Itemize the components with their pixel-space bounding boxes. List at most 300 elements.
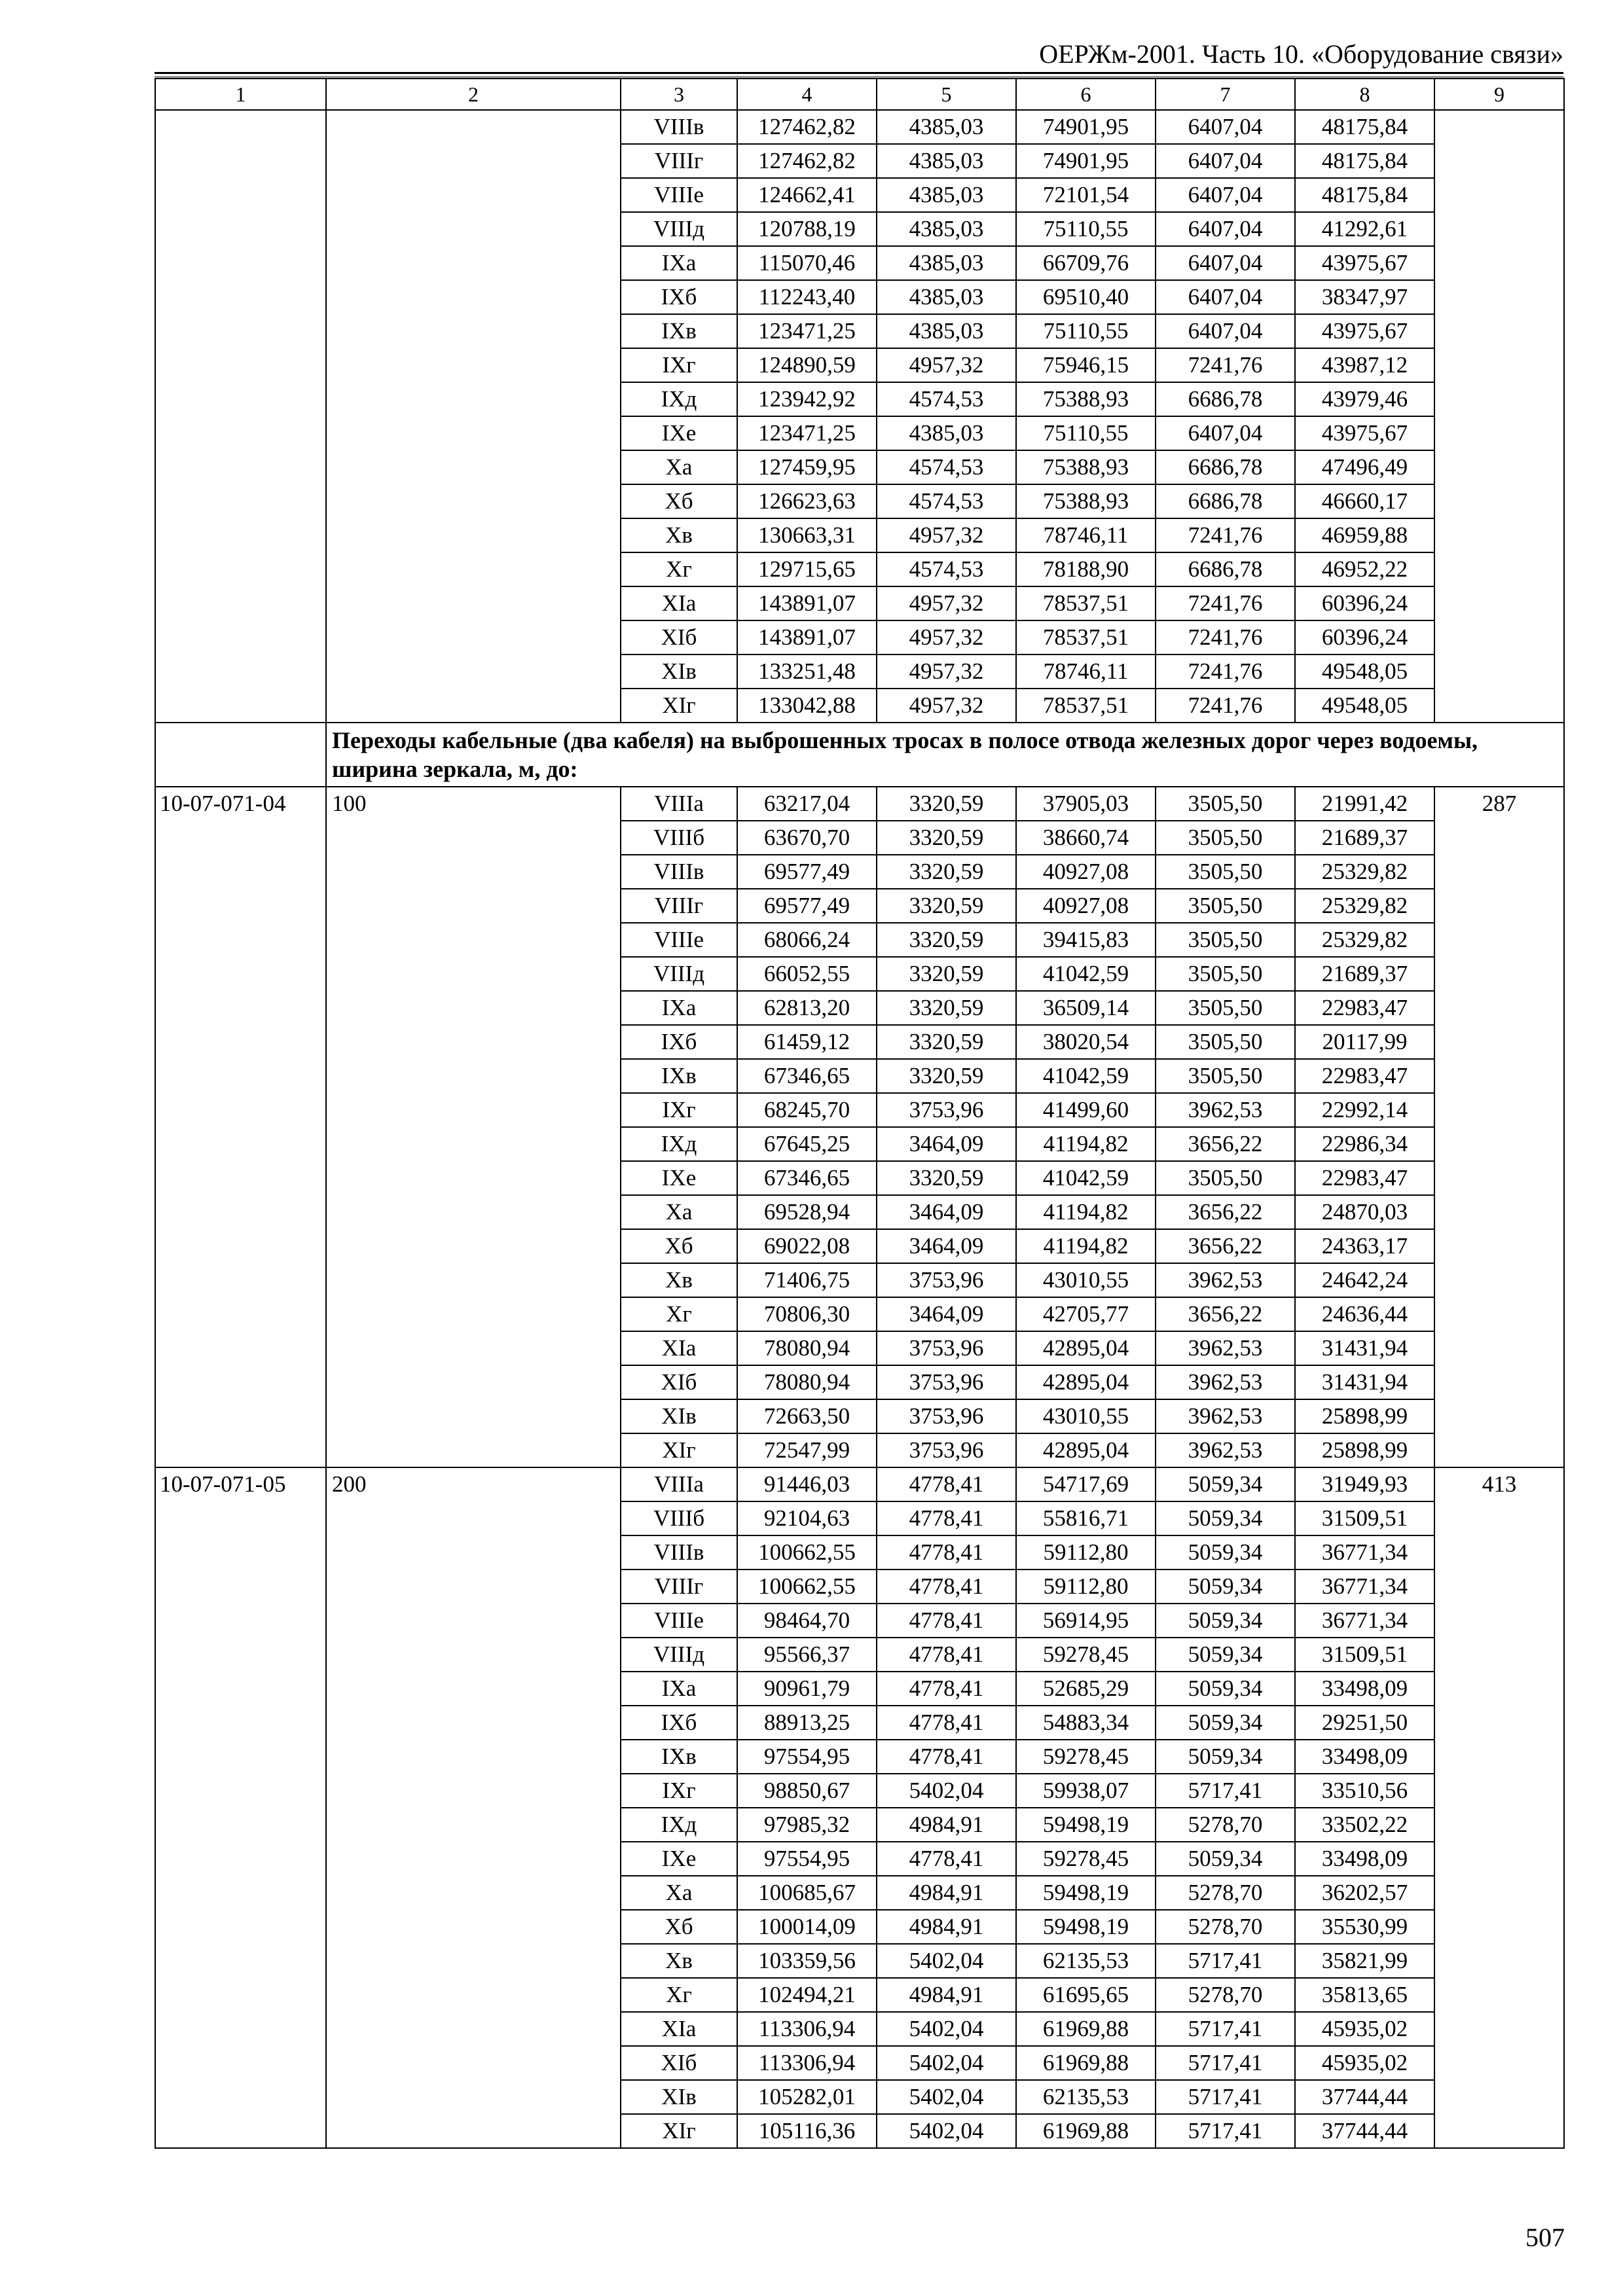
direct-costs-cell: 100014,09 — [737, 1910, 877, 1944]
materials-cell: 43975,67 — [1295, 314, 1434, 348]
machine-costs-cell: 74901,95 — [1016, 144, 1156, 178]
wages-cell: 3320,59 — [877, 1059, 1016, 1093]
materials-cell: 43979,46 — [1295, 382, 1434, 416]
materials-cell: 49548,05 — [1295, 655, 1434, 689]
crane-category-cell: VIIIв — [621, 855, 737, 889]
machine-costs-cell: 74901,95 — [1016, 110, 1156, 144]
wages-cell: 3753,96 — [877, 1263, 1016, 1297]
crane-category-cell: IXа — [621, 1672, 737, 1706]
direct-costs-cell: 88913,25 — [737, 1706, 877, 1740]
machinist-wages-cell: 5717,41 — [1156, 2114, 1295, 2148]
machine-costs-cell: 75946,15 — [1016, 348, 1156, 382]
crane-category-cell: VIIIа — [621, 1467, 737, 1501]
direct-costs-cell: 72547,99 — [737, 1433, 877, 1467]
direct-costs-cell: 143891,07 — [737, 620, 877, 655]
direct-costs-cell: 129715,65 — [737, 552, 877, 586]
column-number: 3 — [621, 79, 737, 110]
machinist-wages-cell: 3505,50 — [1156, 1161, 1295, 1195]
crane-category-cell: XIб — [621, 1365, 737, 1399]
crane-category-cell: VIIIг — [621, 144, 737, 178]
direct-costs-cell: 124890,59 — [737, 348, 877, 382]
crane-category-cell: Xг — [621, 1297, 737, 1331]
machinist-wages-cell: 7241,76 — [1156, 518, 1295, 552]
crane-category-cell: Xг — [621, 552, 737, 586]
wages-cell: 3320,59 — [877, 1161, 1016, 1195]
crane-category-cell: IXд — [621, 1808, 737, 1842]
direct-costs-cell: 100685,67 — [737, 1876, 877, 1910]
machine-costs-cell: 55816,71 — [1016, 1501, 1156, 1535]
crane-category-cell: XIг — [621, 689, 737, 723]
direct-costs-cell: 66052,55 — [737, 957, 877, 991]
direct-costs-cell: 127462,82 — [737, 110, 877, 144]
rate-code: 10-07-071-05 — [155, 1467, 326, 2148]
table-row — [155, 1467, 1564, 1501]
machinist-wages-cell: 6407,04 — [1156, 212, 1295, 246]
crane-category-cell: VIIIв — [621, 1535, 737, 1570]
machine-costs-cell: 78746,11 — [1016, 655, 1156, 689]
direct-costs-cell: 103359,56 — [737, 1944, 877, 1978]
crane-category-cell: VIIIг — [621, 1570, 737, 1604]
machinist-wages-cell: 5059,34 — [1156, 1740, 1295, 1774]
wages-cell: 4778,41 — [877, 1672, 1016, 1706]
wages-cell: 4385,03 — [877, 212, 1016, 246]
wages-cell: 4574,53 — [877, 484, 1016, 518]
crane-category-cell: VIIIб — [621, 821, 737, 855]
machinist-wages-cell: 7241,76 — [1156, 348, 1295, 382]
machine-costs-cell: 75110,55 — [1016, 314, 1156, 348]
direct-costs-cell: 100662,55 — [737, 1535, 877, 1570]
machine-costs-cell: 41499,60 — [1016, 1093, 1156, 1127]
wages-cell: 4778,41 — [877, 1706, 1016, 1740]
machinist-wages-cell: 6407,04 — [1156, 144, 1295, 178]
materials-cell: 33498,09 — [1295, 1842, 1434, 1876]
materials-cell: 21689,37 — [1295, 957, 1434, 991]
direct-costs-cell: 115070,46 — [737, 246, 877, 280]
wages-cell: 4778,41 — [877, 1740, 1016, 1774]
materials-cell: 60396,24 — [1295, 620, 1434, 655]
direct-costs-cell: 61459,12 — [737, 1025, 877, 1059]
materials-cell: 24636,44 — [1295, 1297, 1434, 1331]
machinist-wages-cell: 5059,34 — [1156, 1467, 1295, 1501]
wages-cell: 4385,03 — [877, 110, 1016, 144]
materials-cell: 60396,24 — [1295, 586, 1434, 620]
materials-cell: 49548,05 — [1295, 689, 1434, 723]
machine-costs-cell: 78746,11 — [1016, 518, 1156, 552]
wages-cell: 4778,41 — [877, 1570, 1016, 1604]
crane-category-cell: XIв — [621, 2080, 737, 2114]
wages-cell: 5402,04 — [877, 1774, 1016, 1808]
direct-costs-cell: 130663,31 — [737, 518, 877, 552]
wages-cell: 3320,59 — [877, 991, 1016, 1025]
wages-cell: 4957,32 — [877, 620, 1016, 655]
wages-cell: 3320,59 — [877, 1025, 1016, 1059]
crane-category-cell: IXа — [621, 991, 737, 1025]
machine-costs-cell: 43010,55 — [1016, 1399, 1156, 1433]
machinist-wages-cell: 3962,53 — [1156, 1399, 1295, 1433]
machinist-wages-cell: 7241,76 — [1156, 586, 1295, 620]
crane-category-cell: IXб — [621, 280, 737, 314]
crane-category-cell: VIIIв — [621, 110, 737, 144]
machinist-wages-cell: 3505,50 — [1156, 787, 1295, 821]
machinist-wages-cell: 6407,04 — [1156, 314, 1295, 348]
machine-costs-cell: 59938,07 — [1016, 1774, 1156, 1808]
crane-category-cell: VIIIе — [621, 178, 737, 212]
wages-cell: 4778,41 — [877, 1842, 1016, 1876]
machine-costs-cell: 75110,55 — [1016, 212, 1156, 246]
materials-cell: 36771,34 — [1295, 1604, 1434, 1638]
wages-cell: 3753,96 — [877, 1365, 1016, 1399]
section-title: Переходы кабельные (два кабеля) на выброшенных тросах в полосе отвода железных дорог через водоемы, ширина зеркала, м, до: — [326, 723, 1564, 787]
crane-category-cell: XIа — [621, 2012, 737, 2046]
wages-cell: 4385,03 — [877, 314, 1016, 348]
crane-category-cell: XIб — [621, 620, 737, 655]
wages-cell: 3320,59 — [877, 923, 1016, 957]
materials-cell: 29251,50 — [1295, 1706, 1434, 1740]
wages-cell: 3320,59 — [877, 821, 1016, 855]
wages-cell: 4385,03 — [877, 144, 1016, 178]
machine-costs-cell: 38660,74 — [1016, 821, 1156, 855]
direct-costs-cell: 98850,67 — [737, 1774, 877, 1808]
wages-cell: 5402,04 — [877, 2046, 1016, 2080]
direct-costs-cell: 69577,49 — [737, 889, 877, 923]
machinist-wages-cell: 3656,22 — [1156, 1195, 1295, 1229]
machine-costs-cell: 54883,34 — [1016, 1706, 1156, 1740]
materials-cell: 37744,44 — [1295, 2114, 1434, 2148]
direct-costs-cell: 133251,48 — [737, 655, 877, 689]
machinist-wages-cell: 5717,41 — [1156, 1944, 1295, 1978]
direct-costs-cell: 70806,30 — [737, 1297, 877, 1331]
machine-costs-cell: 62135,53 — [1016, 2080, 1156, 2114]
direct-costs-cell: 69022,08 — [737, 1229, 877, 1263]
direct-costs-cell: 90961,79 — [737, 1672, 877, 1706]
labor-cell — [1434, 110, 1564, 723]
machine-costs-cell: 78188,90 — [1016, 552, 1156, 586]
code-cell — [155, 110, 326, 723]
machinist-wages-cell: 5717,41 — [1156, 2080, 1295, 2114]
direct-costs-cell: 95566,37 — [737, 1638, 877, 1672]
wages-cell: 4574,53 — [877, 552, 1016, 586]
machine-costs-cell: 69510,40 — [1016, 280, 1156, 314]
direct-costs-cell: 78080,94 — [737, 1331, 877, 1365]
machinist-wages-cell: 6686,78 — [1156, 382, 1295, 416]
page-number: 507 — [1525, 2223, 1565, 2252]
wages-cell: 5402,04 — [877, 2012, 1016, 2046]
materials-cell: 38347,97 — [1295, 280, 1434, 314]
mirror-width: 100 — [326, 787, 621, 1467]
materials-cell: 33498,09 — [1295, 1740, 1434, 1774]
materials-cell: 31431,94 — [1295, 1331, 1434, 1365]
machinist-wages-cell: 6686,78 — [1156, 484, 1295, 518]
materials-cell: 41292,61 — [1295, 212, 1434, 246]
crane-category-cell: Xа — [621, 450, 737, 484]
machinist-wages-cell: 3505,50 — [1156, 923, 1295, 957]
machine-costs-cell: 75388,93 — [1016, 484, 1156, 518]
crane-category-cell: Xг — [621, 1978, 737, 2012]
materials-cell: 25329,82 — [1295, 855, 1434, 889]
machinist-wages-cell: 6686,78 — [1156, 552, 1295, 586]
machine-costs-cell: 59112,80 — [1016, 1535, 1156, 1570]
crane-category-cell: XIг — [621, 1433, 737, 1467]
rates-table — [155, 78, 1565, 2149]
machinist-wages-cell: 5717,41 — [1156, 2046, 1295, 2080]
materials-cell: 45935,02 — [1295, 2046, 1434, 2080]
machine-costs-cell: 61695,65 — [1016, 1978, 1156, 2012]
machinist-wages-cell: 5059,34 — [1156, 1672, 1295, 1706]
machine-costs-cell: 59112,80 — [1016, 1570, 1156, 1604]
column-number: 4 — [737, 79, 877, 110]
wages-cell: 3320,59 — [877, 957, 1016, 991]
column-number: 5 — [877, 79, 1016, 110]
machinist-wages-cell: 7241,76 — [1156, 620, 1295, 655]
machine-costs-cell: 62135,53 — [1016, 1944, 1156, 1978]
machinist-wages-cell: 3656,22 — [1156, 1297, 1295, 1331]
machinist-wages-cell: 5059,34 — [1156, 1604, 1295, 1638]
machinist-wages-cell: 5059,34 — [1156, 1570, 1295, 1604]
materials-cell: 22986,34 — [1295, 1127, 1434, 1161]
crane-category-cell: VIIIе — [621, 923, 737, 957]
column-number: 7 — [1156, 79, 1295, 110]
machinist-wages-cell: 3505,50 — [1156, 1059, 1295, 1093]
materials-cell: 48175,84 — [1295, 110, 1434, 144]
section-title-row — [155, 723, 1564, 787]
machinist-wages-cell: 6407,04 — [1156, 280, 1295, 314]
column-number: 8 — [1295, 79, 1434, 110]
crane-category-cell: IXв — [621, 1740, 737, 1774]
table-row — [155, 110, 1564, 144]
wages-cell: 3320,59 — [877, 889, 1016, 923]
machinist-wages-cell: 3962,53 — [1156, 1433, 1295, 1467]
materials-cell: 46959,88 — [1295, 518, 1434, 552]
machine-costs-cell: 59498,19 — [1016, 1808, 1156, 1842]
machinist-wages-cell: 5059,34 — [1156, 1501, 1295, 1535]
materials-cell: 24870,03 — [1295, 1195, 1434, 1229]
wages-cell: 3464,09 — [877, 1127, 1016, 1161]
crane-category-cell: XIа — [621, 586, 737, 620]
crane-category-cell: XIа — [621, 1331, 737, 1365]
crane-category-cell: XIв — [621, 1399, 737, 1433]
machine-costs-cell: 41194,82 — [1016, 1195, 1156, 1229]
machine-costs-cell: 42895,04 — [1016, 1365, 1156, 1399]
crane-category-cell: Xб — [621, 1229, 737, 1263]
machine-costs-cell: 59278,45 — [1016, 1638, 1156, 1672]
materials-cell: 43975,67 — [1295, 246, 1434, 280]
materials-cell: 25329,82 — [1295, 889, 1434, 923]
wages-cell: 5402,04 — [877, 2080, 1016, 2114]
wages-cell: 4574,53 — [877, 450, 1016, 484]
machine-costs-cell: 40927,08 — [1016, 889, 1156, 923]
machine-costs-cell: 41194,82 — [1016, 1229, 1156, 1263]
wages-cell: 4778,41 — [877, 1604, 1016, 1638]
direct-costs-cell: 112243,40 — [737, 280, 877, 314]
materials-cell: 22983,47 — [1295, 1161, 1434, 1195]
direct-costs-cell: 97554,95 — [737, 1842, 877, 1876]
direct-costs-cell: 143891,07 — [737, 586, 877, 620]
materials-cell: 25898,99 — [1295, 1433, 1434, 1467]
materials-cell: 33510,56 — [1295, 1774, 1434, 1808]
direct-costs-cell: 102494,21 — [737, 1978, 877, 2012]
machine-costs-cell: 43010,55 — [1016, 1263, 1156, 1297]
direct-costs-cell: 105116,36 — [737, 2114, 877, 2148]
materials-cell: 46660,17 — [1295, 484, 1434, 518]
machine-costs-cell: 75388,93 — [1016, 382, 1156, 416]
crane-category-cell: Xа — [621, 1876, 737, 1910]
direct-costs-cell: 97554,95 — [737, 1740, 877, 1774]
wages-cell: 5402,04 — [877, 2114, 1016, 2148]
wages-cell: 3320,59 — [877, 855, 1016, 889]
wages-cell: 4957,32 — [877, 518, 1016, 552]
header-rule — [155, 72, 1563, 74]
crane-category-cell: VIIIе — [621, 1604, 737, 1638]
machine-costs-cell: 52685,29 — [1016, 1672, 1156, 1706]
machine-costs-cell: 42705,77 — [1016, 1297, 1156, 1331]
crane-category-cell: VIIIб — [621, 1501, 737, 1535]
materials-cell: 20117,99 — [1295, 1025, 1434, 1059]
machinist-wages-cell: 6407,04 — [1156, 110, 1295, 144]
direct-costs-cell: 123942,92 — [737, 382, 877, 416]
machine-costs-cell: 61969,88 — [1016, 2114, 1156, 2148]
direct-costs-cell: 123471,25 — [737, 314, 877, 348]
machinist-wages-cell: 3505,50 — [1156, 889, 1295, 923]
wages-cell: 4778,41 — [877, 1501, 1016, 1535]
direct-costs-cell: 113306,94 — [737, 2012, 877, 2046]
wages-cell: 4778,41 — [877, 1535, 1016, 1570]
materials-cell: 21991,42 — [1295, 787, 1434, 821]
crane-category-cell: IXг — [621, 348, 737, 382]
machinist-wages-cell: 5059,34 — [1156, 1842, 1295, 1876]
wages-cell: 4385,03 — [877, 178, 1016, 212]
machine-costs-cell: 42895,04 — [1016, 1331, 1156, 1365]
crane-category-cell: IXа — [621, 246, 737, 280]
wages-cell: 3464,09 — [877, 1229, 1016, 1263]
machinist-wages-cell: 6407,04 — [1156, 178, 1295, 212]
wages-cell: 3464,09 — [877, 1297, 1016, 1331]
rate-code: 10-07-071-04 — [155, 787, 326, 1467]
direct-costs-cell: 78080,94 — [737, 1365, 877, 1399]
machinist-wages-cell: 3505,50 — [1156, 855, 1295, 889]
direct-costs-cell: 98464,70 — [737, 1604, 877, 1638]
machinist-wages-cell: 3505,50 — [1156, 821, 1295, 855]
machine-costs-cell: 54717,69 — [1016, 1467, 1156, 1501]
machine-costs-cell: 41042,59 — [1016, 1161, 1156, 1195]
crane-category-cell: IXе — [621, 1842, 737, 1876]
direct-costs-cell: 68245,70 — [737, 1093, 877, 1127]
machinist-wages-cell: 6686,78 — [1156, 450, 1295, 484]
machinist-wages-cell: 3505,50 — [1156, 1025, 1295, 1059]
wages-cell: 3753,96 — [877, 1433, 1016, 1467]
direct-costs-cell: 123471,25 — [737, 416, 877, 450]
column-number-row — [155, 79, 1564, 110]
materials-cell: 22983,47 — [1295, 991, 1434, 1025]
materials-cell: 47496,49 — [1295, 450, 1434, 484]
crane-category-cell: VIIIг — [621, 889, 737, 923]
machine-costs-cell: 59498,19 — [1016, 1876, 1156, 1910]
wages-cell: 4984,91 — [877, 1876, 1016, 1910]
materials-cell: 25898,99 — [1295, 1399, 1434, 1433]
wages-cell: 4574,53 — [877, 382, 1016, 416]
materials-cell: 24363,17 — [1295, 1229, 1434, 1263]
materials-cell: 43987,12 — [1295, 348, 1434, 382]
crane-category-cell: IXг — [621, 1774, 737, 1808]
materials-cell: 21689,37 — [1295, 821, 1434, 855]
machine-costs-cell: 41042,59 — [1016, 1059, 1156, 1093]
materials-cell: 45935,02 — [1295, 2012, 1434, 2046]
machinist-wages-cell: 7241,76 — [1156, 689, 1295, 723]
wages-cell: 4778,41 — [877, 1638, 1016, 1672]
machinist-wages-cell: 6407,04 — [1156, 246, 1295, 280]
running-header: ОЕРЖм-2001. Часть 10. «Оборудование связи» — [1039, 39, 1563, 69]
direct-costs-cell: 100662,55 — [737, 1570, 877, 1604]
wages-cell: 3753,96 — [877, 1399, 1016, 1433]
materials-cell: 43975,67 — [1295, 416, 1434, 450]
crane-category-cell: Xб — [621, 1910, 737, 1944]
crane-category-cell: IXб — [621, 1706, 737, 1740]
wages-cell: 4984,91 — [877, 1978, 1016, 2012]
machine-costs-cell: 78537,51 — [1016, 620, 1156, 655]
direct-costs-cell: 71406,75 — [737, 1263, 877, 1297]
machine-costs-cell: 39415,83 — [1016, 923, 1156, 957]
materials-cell: 24642,24 — [1295, 1263, 1434, 1297]
direct-costs-cell: 67346,65 — [737, 1059, 877, 1093]
materials-cell: 37744,44 — [1295, 2080, 1434, 2114]
crane-category-cell: XIв — [621, 655, 737, 689]
wages-cell: 4385,03 — [877, 280, 1016, 314]
column-number: 9 — [1434, 79, 1564, 110]
machinist-wages-cell: 5278,70 — [1156, 1910, 1295, 1944]
crane-category-cell: VIIIд — [621, 1638, 737, 1672]
machine-costs-cell: 66709,76 — [1016, 246, 1156, 280]
direct-costs-cell: 127459,95 — [737, 450, 877, 484]
direct-costs-cell: 63670,70 — [737, 821, 877, 855]
direct-costs-cell: 126623,63 — [737, 484, 877, 518]
crane-category-cell: XIг — [621, 2114, 737, 2148]
machine-costs-cell: 56914,95 — [1016, 1604, 1156, 1638]
crane-category-cell: VIIIа — [621, 787, 737, 821]
materials-cell: 22992,14 — [1295, 1093, 1434, 1127]
wages-cell: 4957,32 — [877, 348, 1016, 382]
materials-cell: 36771,34 — [1295, 1535, 1434, 1570]
crane-category-cell: Xб — [621, 484, 737, 518]
machine-costs-cell: 41194,82 — [1016, 1127, 1156, 1161]
machine-costs-cell: 42895,04 — [1016, 1433, 1156, 1467]
materials-cell: 36771,34 — [1295, 1570, 1434, 1604]
wages-cell: 4778,41 — [877, 1467, 1016, 1501]
crane-category-cell: XIб — [621, 2046, 737, 2080]
direct-costs-cell: 97985,32 — [737, 1808, 877, 1842]
param-cell — [326, 110, 621, 723]
materials-cell: 46952,22 — [1295, 552, 1434, 586]
machine-costs-cell: 61969,88 — [1016, 2012, 1156, 2046]
wages-cell: 5402,04 — [877, 1944, 1016, 1978]
wages-cell: 3753,96 — [877, 1331, 1016, 1365]
crane-category-cell: IXв — [621, 314, 737, 348]
crane-category-cell: IXе — [621, 1161, 737, 1195]
machinist-wages-cell: 5059,34 — [1156, 1638, 1295, 1672]
wages-cell: 4984,91 — [877, 1910, 1016, 1944]
wages-cell: 4957,32 — [877, 689, 1016, 723]
machine-costs-cell: 59278,45 — [1016, 1740, 1156, 1774]
materials-cell: 31431,94 — [1295, 1365, 1434, 1399]
rates-table-body — [155, 79, 1564, 2148]
direct-costs-cell: 105282,01 — [737, 2080, 877, 2114]
column-number: 2 — [326, 79, 621, 110]
table-row — [155, 787, 1564, 821]
machinist-wages-cell: 3962,53 — [1156, 1365, 1295, 1399]
machinist-wages-cell: 5717,41 — [1156, 1774, 1295, 1808]
materials-cell: 31949,93 — [1295, 1467, 1434, 1501]
materials-cell: 48175,84 — [1295, 178, 1434, 212]
machinist-wages-cell: 5059,34 — [1156, 1706, 1295, 1740]
machine-costs-cell: 41042,59 — [1016, 957, 1156, 991]
